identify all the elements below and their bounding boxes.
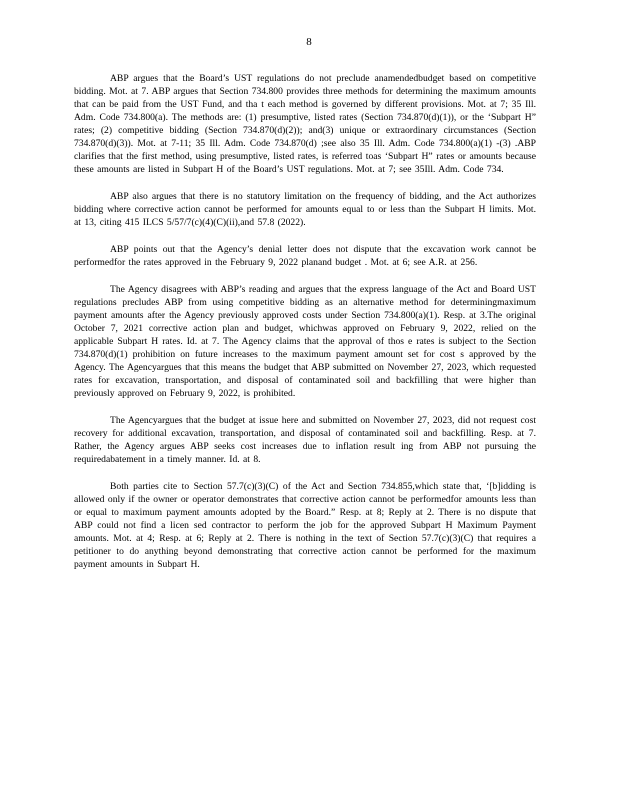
paragraph-abp-denial-letter: ABP points out that the Agency’s denial letter does not dispute that the excavation work cannot be performedfor the rates approved in the February 9, 2022 planand budget . Mot. at 6; see A.R. at 256. bbox=[74, 244, 536, 268]
paragraph-agency-disagrees: The Agency disagrees with ABP’s reading and argues that the express language of the Act and Board UST regulations precludes ABP from using competitive bidding as an alternative method for determiningmaximum payment amounts after the Agency previously approved costs under Section 734.800(a)(1). Resp. at 3.The original October 7, 2021 corrective action plan and budget, whichwas approved on February 9, 2022, relied on the applicable Subpart H rates. Id. at 7. The Agency claims that the approval of thos e rates is subject to the Section 734.870(d)(1) prohibition on future increases to the maximum payment amount set for cost s approved by the Agency. The Agencyargues that this means the budget that ABP submitted on November 27, 2023, which requested rates for excavation, transportation, and disposal of contaminated soil and backfilling that were higher than previously approved on February 9, 2022, is prohibited. bbox=[74, 284, 536, 399]
page-number: 8 bbox=[306, 36, 312, 48]
paragraph-abp-argues-competitive-bidding: ABP argues that the Board’s UST regulations do not preclude anamendedbudget based on competitive bidding. Mot. at 7. ABP argues that Section 734.800 provides three methods for determining the maximum amounts that can be paid from the UST Fund, and tha t each method is governed by different provisions. Mot. at 7; 35 Ill. Adm. Code 734.800(a). The methods are: (1) presumptive, listed rates (Section 734.870(d)(1)), or the ‘Subpart H” rates; (2) competitive bidding (Section 734.870(d)(2)); and(3) unique or extraordinary circumstances (Section 734.870(d)(3)). Mot. at 7-11; 35 Ill. Adm. Code 734.870(d) ;see also 35 Ill. Adm. Code 734.800(a)(1) -(3) .ABP clarifies that the first method, using presumptive, listed rates, is referred toas ‘Subpart H” rates or amounts because these amounts are listed in Subpart H of the Board’s UST regulations. Mot. at 7; see 35Ill. Adm. Code 734. bbox=[74, 73, 536, 175]
document-body bbox=[74, 72, 536, 585]
paragraph-both-parties-cite: Both parties cite to Section 57.7(c)(3)(C) of the Act and Section 734.855,which state that, ‘[b]idding is allowed only if the owner or operator demonstrates that corrective action cannot be performedfor amounts less than or equal to maximum payment amounts adopted by the Board.” Resp. at 8; Reply at 2. There is no dispute that ABP could not find a licen sed contractor to perform the job for the approved Subpart H Maximum Payment amounts. Mot. at 4; Resp. at 6; Reply at 2. There is nothing in the text of Section 57.7(c)(3)(C) that requires a petitioner to do anything beyond demonstrating that corrective action cannot be performed for the maximum payment amounts in Subpart H. bbox=[74, 481, 536, 570]
paragraph-abp-no-statutory-limitation: ABP also argues that there is no statutory limitation on the frequency of bidding, and the Act authorizes bidding where corrective action cannot be performed for amounts equal to or less than the Subpart H limits. Mot. at 13, citing 415 ILCS 5/57/7(c)(4)(C)(ii),and 57.8 (2022). bbox=[74, 191, 536, 228]
paragraph-agency-argues-budget: The Agencyargues that the budget at issue here and submitted on November 27, 2023, did not request cost recovery for additional excavation, transportation, and disposal of contaminated soil and backfilling. Resp. at 7. Rather, the Agency argues ABP seeks cost increases due to inflation result ing from ABP not pursuing the requiredabatement in a timely manner. Id. at 8. bbox=[74, 415, 536, 465]
